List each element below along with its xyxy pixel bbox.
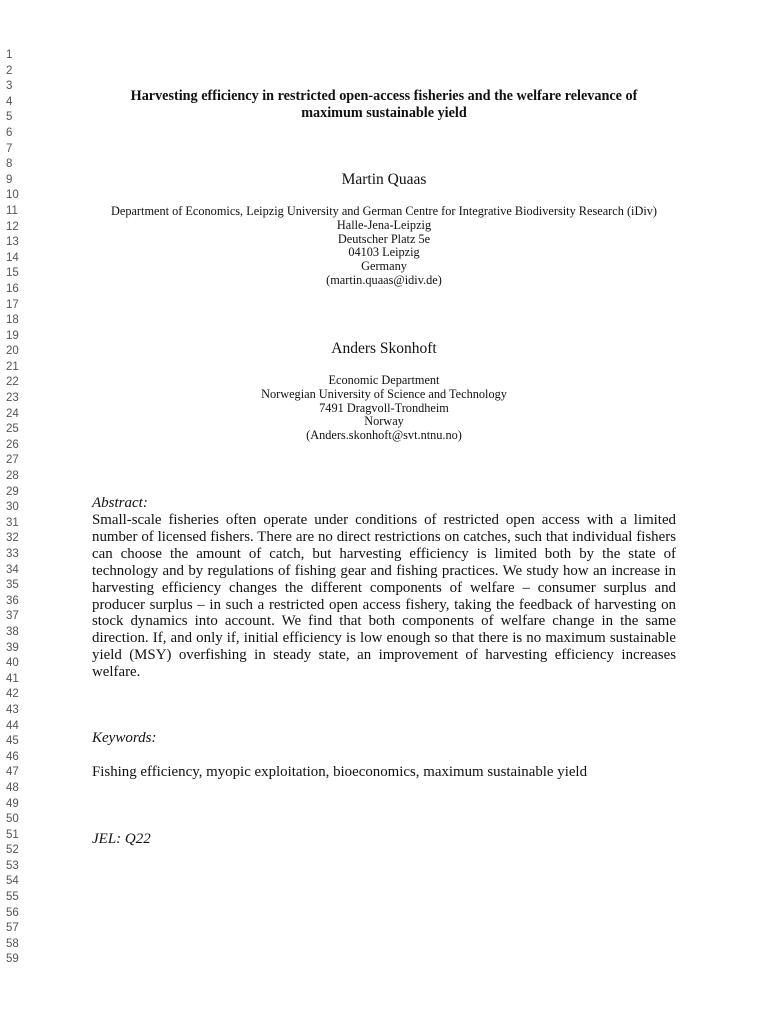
- line-number: 7: [6, 142, 13, 155]
- line-number: 25: [6, 423, 19, 436]
- keywords-list: Fishing efficiency, myopic exploitation, bioeconomics, maximum sustainable yield: [92, 764, 588, 780]
- line-number: 32: [6, 532, 19, 545]
- line-number: 4: [6, 95, 13, 108]
- line-number: 48: [6, 781, 19, 794]
- line-number: 53: [6, 859, 19, 872]
- author-email: (martin.quaas@idiv.de): [326, 272, 442, 287]
- line-number: 14: [6, 251, 19, 264]
- affiliation-line: 04103 Leipzig: [348, 245, 420, 260]
- affiliation-line: Norwegian University of Science and Technology: [261, 386, 507, 401]
- affiliation-line: Norway: [364, 414, 404, 429]
- line-number: 45: [6, 735, 19, 748]
- line-number: 11: [6, 204, 18, 217]
- author-email: (Anders.skonhoft@svt.ntnu.no): [306, 428, 462, 443]
- line-number: 47: [6, 766, 19, 779]
- line-number: 6: [6, 126, 13, 139]
- line-number: 24: [6, 407, 19, 420]
- line-number: 8: [6, 158, 13, 171]
- line-number: 1: [6, 49, 13, 61]
- abstract-heading: Abstract:: [92, 495, 148, 511]
- line-number: 20: [6, 345, 19, 358]
- line-number: 37: [6, 610, 19, 623]
- line-number: 33: [6, 548, 19, 560]
- line-number: 12: [6, 220, 19, 233]
- line-number: 44: [6, 719, 19, 732]
- line-number: 34: [6, 563, 19, 576]
- line-number: 49: [6, 797, 19, 810]
- line-number: 51: [6, 828, 19, 841]
- line-number: 13: [6, 236, 19, 249]
- line-number: 50: [6, 813, 19, 826]
- line-number: 30: [6, 501, 19, 514]
- author-block-1: [92, 171, 676, 288]
- line-number: 58: [6, 937, 19, 950]
- paper-title: [92, 88, 676, 122]
- affiliation-line: Department of Economics, Leipzig University and German Centre for Integrative Biodiversity Research (iDiv): [110, 204, 657, 218]
- line-number: 5: [6, 111, 13, 124]
- line-number: 21: [6, 360, 19, 373]
- line-number: 57: [6, 922, 19, 935]
- line-number: 54: [6, 875, 19, 888]
- paper-title-line-2: maximum sustainable yield: [301, 105, 467, 121]
- line-number: 27: [6, 454, 19, 467]
- line-number: 56: [6, 906, 19, 919]
- line-number: 2: [6, 64, 13, 77]
- line-number: 15: [6, 267, 19, 280]
- line-number: 36: [6, 594, 19, 607]
- keywords-heading: Keywords:: [92, 730, 157, 746]
- line-number: 43: [6, 703, 19, 716]
- line-number: 19: [6, 329, 19, 342]
- author-name: Martin Quaas: [341, 171, 427, 188]
- line-number: 23: [6, 392, 19, 405]
- line-number: 35: [6, 579, 19, 592]
- affiliation-line: Halle-Jena-Leipzig: [336, 217, 432, 232]
- line-number: 59: [6, 953, 19, 966]
- line-number: 28: [6, 470, 19, 483]
- line-number: 39: [6, 641, 19, 654]
- line-number: 41: [6, 672, 19, 685]
- line-number: 16: [6, 282, 19, 295]
- affiliation-line: Economic Department: [328, 373, 440, 387]
- line-number: 10: [6, 189, 19, 202]
- affiliation-line: Germany: [361, 259, 407, 274]
- line-number: 55: [6, 891, 19, 904]
- line-number: 18: [6, 314, 19, 327]
- line-number: 52: [6, 844, 19, 857]
- line-number: 9: [6, 173, 13, 186]
- line-number: 40: [6, 657, 19, 670]
- line-number: 3: [6, 80, 13, 93]
- line-number: 17: [6, 298, 19, 311]
- line-number-gutter: [6, 48, 32, 968]
- line-number: 38: [6, 625, 19, 638]
- affiliation-line: Deutscher Platz 5e: [337, 231, 431, 246]
- jel-classification: JEL: Q22: [92, 831, 151, 847]
- line-number: 31: [6, 516, 19, 529]
- abstract-section: [92, 495, 676, 681]
- line-number: 26: [6, 438, 19, 451]
- abstract-body: Small-scale fisheries often operate under conditions of restricted open access with a limited number of licensed fishers. There are no direct restrictions on catches, such that individual fishers can choose the amount of catch, but harvesting efficiency is limited both by the state of technology and by regulations of fishing gear and fishing practices. We study how an increase in harvesting efficiency changes the different components of welfare – consumer surplus and producer surplus – in such a restricted open access fishery, taking the feedback of harvesting on stock dynamics into account. We find that both components of welfare change in the same direction. If, and only if, initial efficiency is low enough so that there is no maximum sustainable yield (MSY) overfishing in steady state, an improvement of harvesting efficiency increases welfare.: [92, 512, 676, 681]
- line-number: 22: [6, 376, 19, 389]
- affiliation-line: 7491 Dragvoll-Trondheim: [319, 400, 449, 415]
- line-number: 42: [6, 688, 19, 701]
- author-name: Anders Skonhoft: [331, 340, 437, 357]
- line-number: 29: [6, 485, 19, 498]
- author-block-2: [92, 340, 676, 443]
- line-number: 46: [6, 750, 19, 763]
- paper-title-line-1: Harvesting efficiency in restricted open-access fisheries and the welfare relevance of: [130, 88, 638, 104]
